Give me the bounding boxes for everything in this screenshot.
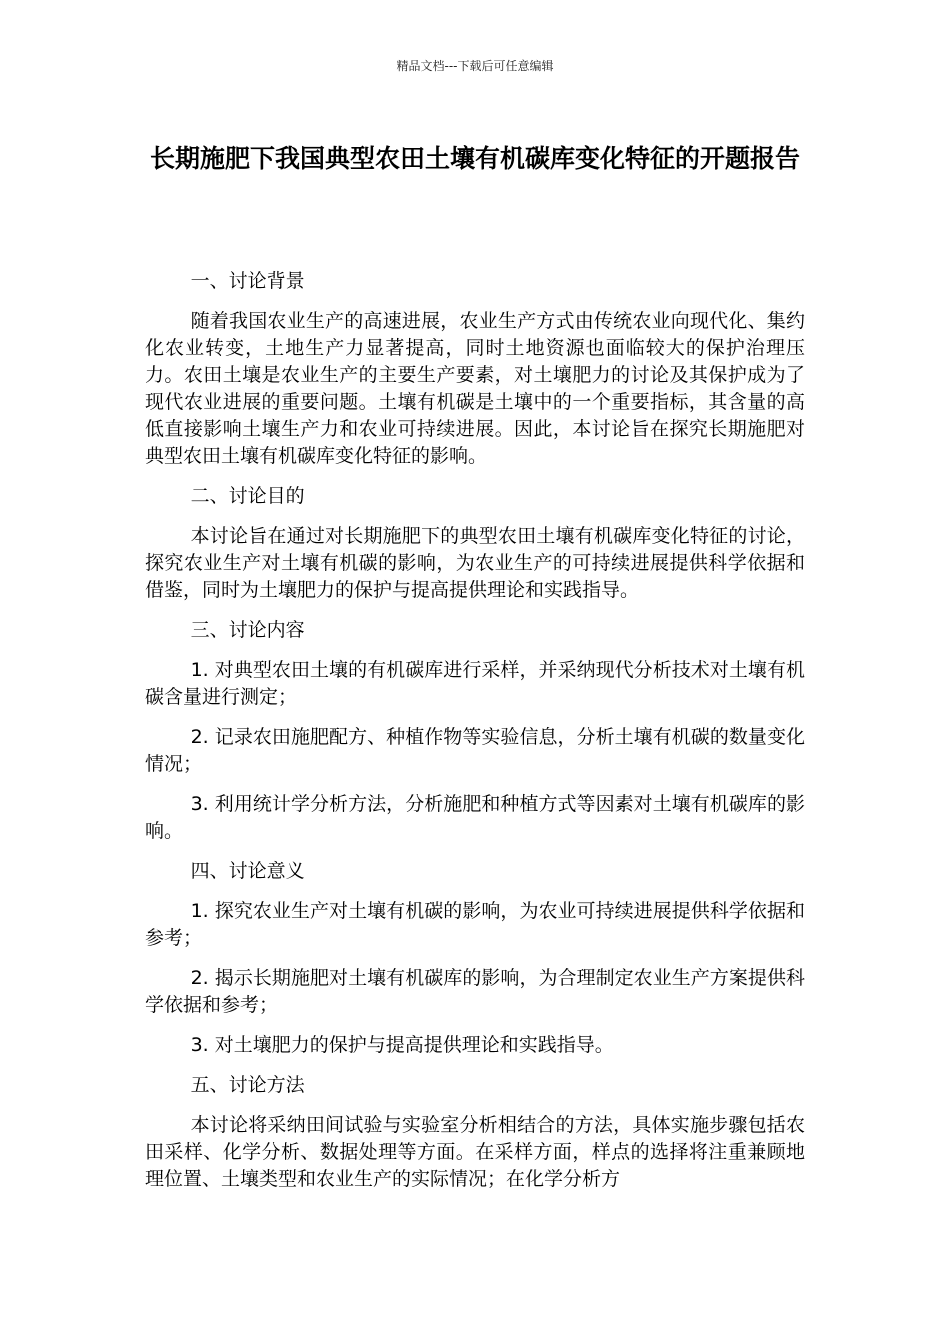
paragraph-purpose: 本讨论旨在通过对长期施肥下的典型农田土壤有机碳库变化特征的讨论，探究农业生产对土壤有机碳的影响，为农业生产的可持续进展提供科学依据和借鉴，同时为土壤肥力的保护与提高提供理论和实践指导。	[145, 525, 805, 601]
section-heading-purpose: 二、讨论目的	[190, 485, 305, 507]
content-item-2: 2. 记录农田施肥配方、种植作物等实验信息，分析土壤有机碳的数量变化情况；	[145, 726, 805, 775]
content-item-1: 1. 对典型农田土壤的有机碳库进行采样，并采纳现代分析技术对土壤有机碳含量进行测定；	[145, 659, 805, 708]
section-heading-content: 三、讨论内容	[190, 619, 305, 641]
page-header-note: 精品文档---下载后可任意编辑	[396, 59, 554, 73]
paragraph-background: 随着我国农业生产的高速进展，农业生产方式由传统农业向现代化、集约化农业转变，土地生产力显著提高，同时土地资源也面临较大的保护治理压力。农田土壤是农业生产的主要生产要素，对土壤肥力的讨论及其保护成为了现代农业进展的重要问题。土壤有机碳是土壤中的一个重要指标，其含量的高低直接影响土壤生产力和农业可持续进展。因此，本讨论旨在探究长期施肥对典型农田土壤有机碳库变化特征的影响。	[145, 310, 805, 467]
document-body	[145, 268, 805, 1206]
section-heading-background: 一、讨论背景	[190, 270, 305, 292]
significance-item-3: 3. 对土壤肥力的保护与提高提供理论和实践指导。	[190, 1034, 614, 1056]
significance-item-2: 2. 揭示长期施肥对土壤有机碳库的影响，为合理制定农业生产方案提供科学依据和参考；	[145, 967, 805, 1016]
document-title: 长期施肥下我国典型农田土壤有机碳库变化特征的开题报告	[149, 144, 800, 173]
significance-item-1: 1. 探究农业生产对土壤有机碳的影响，为农业可持续进展提供科学依据和参考；	[145, 900, 805, 949]
content-item-3: 3. 利用统计学分析方法，分析施肥和种植方式等因素对土壤有机碳库的影响。	[145, 793, 805, 842]
section-heading-significance: 四、讨论意义	[190, 860, 305, 882]
paragraph-method: 本讨论将采纳田间试验与实验室分析相结合的方法，具体实施步骤包括农田采样、化学分析、数据处理等方面。在采样方面，样点的选择将注重兼顾地理位置、土壤类型和农业生产的实际情况；在化学分析方	[145, 1114, 805, 1190]
section-heading-method: 五、讨论方法	[190, 1074, 305, 1096]
